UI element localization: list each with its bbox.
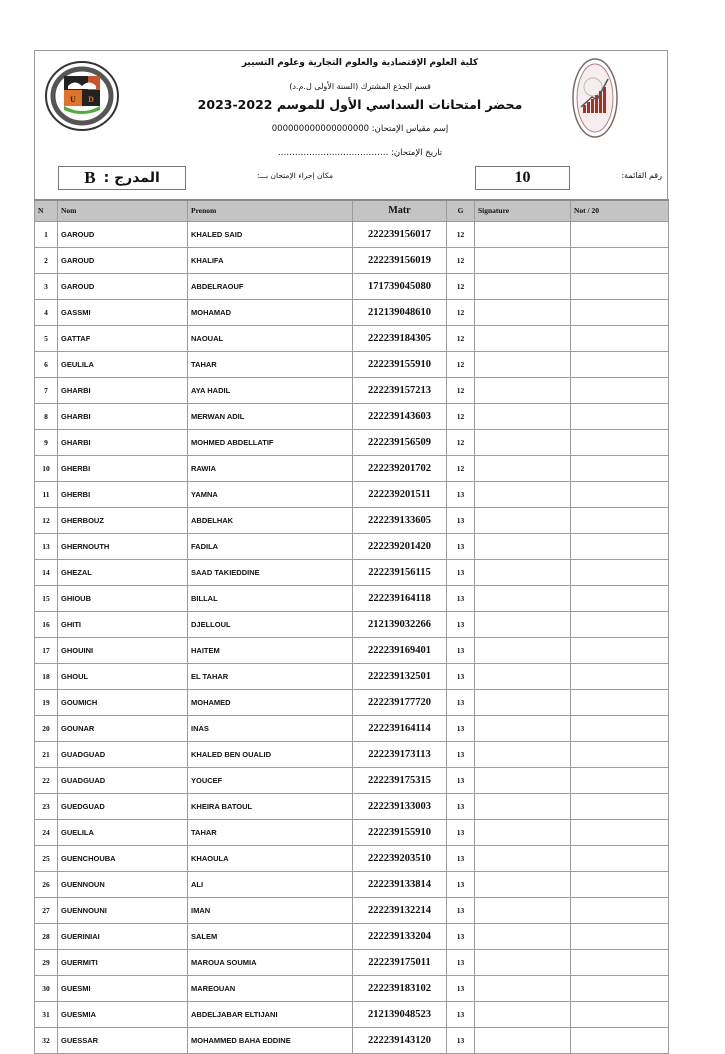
grade-cell[interactable] [571,793,669,819]
last-name: GHOUL [58,663,188,689]
first-name: SAAD TAKIEDDINE [188,559,353,585]
first-name: YAMNA [188,481,353,507]
grade-cell[interactable] [571,559,669,585]
registration-number: 222239175315 [353,767,447,793]
row-number: 25 [35,845,58,871]
signature-cell[interactable] [475,299,571,325]
last-name: GUENNOUN [58,871,188,897]
last-name: GUELILA [58,819,188,845]
col-header-prenom: Prenom [188,200,353,221]
registration-number: 222239156017 [353,221,447,247]
group: 12 [447,273,475,299]
table-row [35,637,669,663]
row-number: 32 [35,1027,58,1053]
row-number: 29 [35,949,58,975]
grade-cell[interactable] [571,715,669,741]
signature-cell[interactable] [475,793,571,819]
last-name: GHERBI [58,455,188,481]
signature-cell[interactable] [475,377,571,403]
group: 13 [447,871,475,897]
group: 13 [447,949,475,975]
signature-cell[interactable] [475,221,571,247]
table-row [35,1027,669,1053]
signature-cell[interactable] [475,559,571,585]
first-name: MAREOUAN [188,975,353,1001]
signature-cell[interactable] [475,273,571,299]
last-name: GUESSAR [58,1027,188,1053]
registration-number: 222239133814 [353,871,447,897]
table-row [35,767,669,793]
row-number: 19 [35,689,58,715]
row-number: 28 [35,923,58,949]
last-name: GHARBI [58,403,188,429]
last-name: GOUMICH [58,689,188,715]
group: 13 [447,663,475,689]
col-header-group: G [447,200,475,221]
group: 13 [447,845,475,871]
grade-cell[interactable] [571,1027,669,1053]
table-row [35,455,669,481]
first-name: KHALIFA [188,247,353,273]
grade-cell[interactable] [571,221,669,247]
last-name: GAROUD [58,273,188,299]
row-number: 4 [35,299,58,325]
group: 12 [447,325,475,351]
grade-cell[interactable] [571,455,669,481]
grade-cell[interactable] [571,819,669,845]
grade-cell[interactable] [571,871,669,897]
grade-cell[interactable] [571,663,669,689]
first-name: TAHAR [188,351,353,377]
signature-cell[interactable] [475,585,571,611]
last-name: GUERINIAI [58,923,188,949]
col-header-note: Not / 20 [571,200,669,221]
first-name: FADILA [188,533,353,559]
exam-module-value: 000000000000000000 [271,124,370,134]
last-name: GUERMITI [58,949,188,975]
group: 12 [447,351,475,377]
first-name: KHAOULA [188,845,353,871]
last-name: GUADGUAD [58,767,188,793]
group: 12 [447,247,475,273]
signature-cell[interactable] [475,715,571,741]
document-title: محضر امتحانات السداسي الأول للموسم 2022-2023 [197,97,523,112]
faculty-name: كلية العلوم الإقتصادية والعلوم التجارية وعلوم التسيير [241,58,479,68]
last-name: GUENNOUNI [58,897,188,923]
last-name: GUEDGUAD [58,793,188,819]
first-name: MOHMED ABDELLATIF [188,429,353,455]
signature-cell[interactable] [475,611,571,637]
row-number: 7 [35,377,58,403]
registration-number: 222239175011 [353,949,447,975]
signature-cell[interactable] [475,949,571,975]
grade-cell[interactable] [571,247,669,273]
signature-cell[interactable] [475,663,571,689]
last-name: GUADGUAD [58,741,188,767]
faculty-logo-icon [572,57,618,139]
registration-number: 222239155910 [353,351,447,377]
table-row [35,351,669,377]
signature-cell[interactable] [475,325,571,351]
table-header-row [35,200,669,221]
registration-number: 222239157213 [353,377,447,403]
student-roster-table [34,199,669,1054]
first-name: INAS [188,715,353,741]
first-name: HAITEM [188,637,353,663]
group: 13 [447,715,475,741]
group: 12 [447,429,475,455]
first-name: BILLAL [188,585,353,611]
last-name: GOUNAR [58,715,188,741]
col-header-n: N [35,200,58,221]
signature-cell[interactable] [475,871,571,897]
first-name: SALEM [188,923,353,949]
registration-number: 222239173113 [353,741,447,767]
grade-cell[interactable] [571,1001,669,1027]
grade-cell[interactable] [571,975,669,1001]
table-row [35,559,669,585]
row-number: 3 [35,273,58,299]
registration-number: 222239156115 [353,559,447,585]
group: 13 [447,611,475,637]
grade-cell[interactable] [571,481,669,507]
row-number: 5 [35,325,58,351]
table-row [35,403,669,429]
svg-text:D: D [88,95,94,104]
last-name: GHERBI [58,481,188,507]
group: 13 [447,923,475,949]
table-row [35,325,669,351]
col-header-nom: Nom [58,200,188,221]
table-row [35,533,669,559]
group: 13 [447,741,475,767]
row-number: 15 [35,585,58,611]
grade-cell[interactable] [571,273,669,299]
group: 13 [447,637,475,663]
registration-number: 222239183102 [353,975,447,1001]
first-name: MOHAMED [188,689,353,715]
last-name: GEULILA [58,351,188,377]
department-name: قسم الجذع المشترك (السنة الأولى ل.م.د) [289,82,431,91]
row-number: 16 [35,611,58,637]
table-row [35,741,669,767]
group: 13 [447,1001,475,1027]
university-logo-icon [44,60,120,132]
table-row [35,975,669,1001]
signature-cell[interactable] [475,351,571,377]
exam-module-label: إسم مقياس الإمتحان: [371,124,449,134]
signature-cell[interactable] [475,455,571,481]
row-number: 11 [35,481,58,507]
registration-number: 222239201511 [353,481,447,507]
table-row [35,689,669,715]
table-row [35,481,669,507]
row-number: 21 [35,741,58,767]
first-name: DJELLOUL [188,611,353,637]
last-name: GAROUD [58,247,188,273]
last-name: GHARBI [58,377,188,403]
group: 12 [447,299,475,325]
row-number: 13 [35,533,58,559]
grade-cell[interactable] [571,897,669,923]
first-name: IMAN [188,897,353,923]
table-row [35,871,669,897]
table-row [35,507,669,533]
grade-cell[interactable] [571,325,669,351]
first-name: ALI [188,871,353,897]
table-row [35,429,669,455]
first-name: EL TAHAR [188,663,353,689]
group: 13 [447,689,475,715]
row-number: 8 [35,403,58,429]
grade-cell[interactable] [571,689,669,715]
grade-cell[interactable] [571,767,669,793]
col-header-signature: Signature [475,200,571,221]
group: 13 [447,481,475,507]
grade-cell[interactable] [571,949,669,975]
grade-cell[interactable] [571,351,669,377]
first-name: RAWIA [188,455,353,481]
last-name: GHERBOUZ [58,507,188,533]
last-name: GASSMI [58,299,188,325]
grade-cell[interactable] [571,585,669,611]
registration-number: 222239169401 [353,637,447,663]
signature-cell[interactable] [475,845,571,871]
registration-number: 222239155910 [353,819,447,845]
first-name: MOHAMMED BAHA EDDINE [188,1027,353,1053]
row-number: 23 [35,793,58,819]
table-row [35,247,669,273]
list-number-value: 10 [514,169,531,186]
table-row [35,299,669,325]
first-name: AYA HADIL [188,377,353,403]
first-name: TAHAR [188,819,353,845]
col-header-matr: Matr [353,200,447,221]
registration-number: 222239184305 [353,325,447,351]
row-number: 31 [35,1001,58,1027]
signature-cell[interactable] [475,429,571,455]
registration-number: 222239143120 [353,1027,447,1053]
list-number-label: رقم القائمة: [621,171,662,180]
grade-cell[interactable] [571,741,669,767]
signature-cell[interactable] [475,1027,571,1053]
registration-number: 222239143603 [353,403,447,429]
table-row [35,273,669,299]
grade-cell[interactable] [571,923,669,949]
group: 12 [447,221,475,247]
last-name: GHOUINI [58,637,188,663]
registration-number: 222239133003 [353,793,447,819]
registration-number: 222239164118 [353,585,447,611]
registration-number: 222239201702 [353,455,447,481]
svg-text:U: U [70,95,76,104]
grade-cell[interactable] [571,377,669,403]
room-box [58,166,186,190]
grade-cell[interactable] [571,299,669,325]
group: 13 [447,559,475,585]
row-number: 24 [35,819,58,845]
signature-cell[interactable] [475,533,571,559]
signature-cell[interactable] [475,247,571,273]
group: 12 [447,403,475,429]
first-name: ABDELRAOUF [188,273,353,299]
room-value: B [84,168,96,187]
grade-cell[interactable] [571,403,669,429]
row-number: 22 [35,767,58,793]
row-number: 17 [35,637,58,663]
row-number: 6 [35,351,58,377]
registration-number: 222239177720 [353,689,447,715]
signature-cell[interactable] [475,689,571,715]
row-number: 12 [35,507,58,533]
last-name: GATTAF [58,325,188,351]
first-name: KHALED SAID [188,221,353,247]
signature-cell[interactable] [475,637,571,663]
first-name: YOUCEF [188,767,353,793]
group: 13 [447,897,475,923]
last-name: GHARBI [58,429,188,455]
registration-number: 222239132214 [353,897,447,923]
first-name: MERWAN ADIL [188,403,353,429]
exam-place-label: مكان إجراء الإمتحان بـــ: [256,171,333,180]
group: 13 [447,533,475,559]
registration-number: 222239201420 [353,533,447,559]
table-row [35,923,669,949]
exam-module [150,124,570,134]
table-row [35,377,669,403]
registration-number: 222239203510 [353,845,447,871]
first-name: KHEIRA BATOUL [188,793,353,819]
row-number: 27 [35,897,58,923]
row-number: 18 [35,663,58,689]
first-name: ABDELJABAR ELTIJANI [188,1001,353,1027]
last-name: GHITI [58,611,188,637]
registration-number: 222239164114 [353,715,447,741]
table-row [35,221,669,247]
grade-cell[interactable] [571,845,669,871]
row-number: 1 [35,221,58,247]
signature-cell[interactable] [475,507,571,533]
grade-cell[interactable] [571,637,669,663]
group: 13 [447,975,475,1001]
table-row [35,793,669,819]
table-row [35,611,669,637]
table-row [35,897,669,923]
first-name: MAROUA SOUMIA [188,949,353,975]
registration-number: 222239156019 [353,247,447,273]
table-row [35,715,669,741]
signature-cell[interactable] [475,403,571,429]
registration-number: 212139048610 [353,299,447,325]
table-row [35,1001,669,1027]
group: 12 [447,377,475,403]
registration-number: 212139032266 [353,611,447,637]
last-name: GUENCHOUBA [58,845,188,871]
exam-date-label: تاريخ الإمتحان: [391,148,443,158]
table-row [35,845,669,871]
last-name: GHEZAL [58,559,188,585]
signature-cell[interactable] [475,923,571,949]
first-name: ABDELHAK [188,507,353,533]
group: 13 [447,585,475,611]
signature-cell[interactable] [475,897,571,923]
signature-cell[interactable] [475,767,571,793]
row-number: 9 [35,429,58,455]
row-number: 26 [35,871,58,897]
registration-number: 222239133605 [353,507,447,533]
first-name: MOHAMAD [188,299,353,325]
last-name: GUESMIA [58,1001,188,1027]
last-name: GUESMI [58,975,188,1001]
row-number: 2 [35,247,58,273]
group: 13 [447,819,475,845]
list-number-box [475,166,570,190]
signature-cell[interactable] [475,1001,571,1027]
group: 13 [447,793,475,819]
table-row [35,663,669,689]
registration-number: 171739045080 [353,273,447,299]
registration-number: 222239132501 [353,663,447,689]
row-number: 14 [35,559,58,585]
signature-cell[interactable] [475,741,571,767]
last-name: GAROUD [58,221,188,247]
row-number: 10 [35,455,58,481]
table-row [35,819,669,845]
registration-number: 212139048523 [353,1001,447,1027]
group: 13 [447,1027,475,1053]
group: 13 [447,767,475,793]
grade-cell[interactable] [571,611,669,637]
row-number: 20 [35,715,58,741]
grade-cell[interactable] [571,429,669,455]
first-name: NAOUAL [188,325,353,351]
group: 12 [447,455,475,481]
room-label: المدرج : [103,170,160,186]
exam-date [150,148,570,158]
row-number: 30 [35,975,58,1001]
table-row [35,585,669,611]
group: 13 [447,507,475,533]
signature-cell[interactable] [475,975,571,1001]
first-name: KHALED BEN OUALID [188,741,353,767]
signature-cell[interactable] [475,819,571,845]
last-name: GHIOUB [58,585,188,611]
exam-date-value: ………………………………… [277,148,389,158]
grade-cell[interactable] [571,533,669,559]
signature-cell[interactable] [475,481,571,507]
table-row [35,949,669,975]
registration-number: 222239133204 [353,923,447,949]
registration-number: 222239156509 [353,429,447,455]
last-name: GHERNOUTH [58,533,188,559]
grade-cell[interactable] [571,507,669,533]
